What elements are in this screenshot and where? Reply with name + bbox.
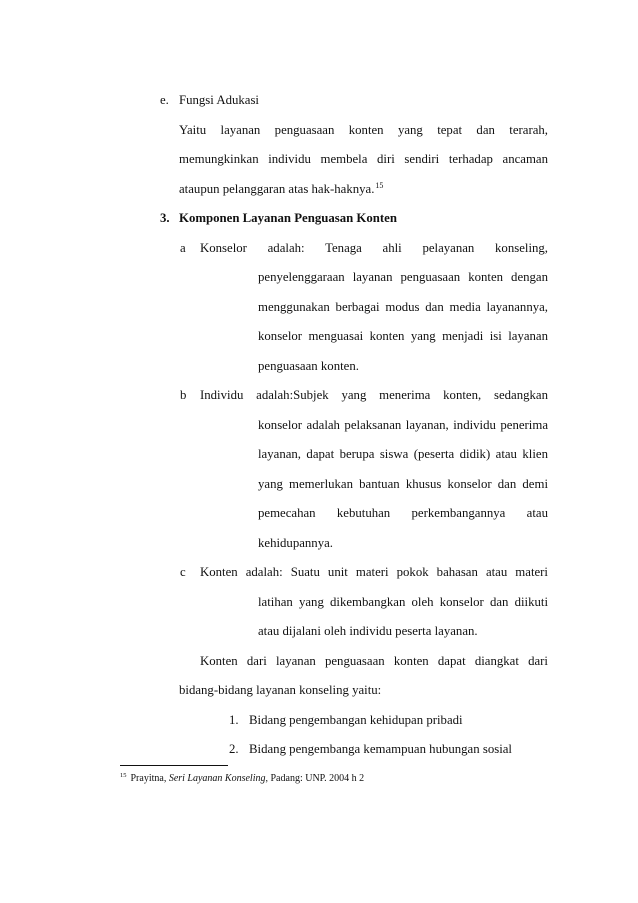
item-line: konselor adalah pelaksanan layanan, individu penerima (258, 417, 548, 432)
footnote-separator (120, 765, 228, 766)
footnote-title: Seri Layanan Konseling (168, 773, 266, 784)
footnote-number: 15 (120, 772, 127, 779)
item-line: penyelenggaraan layanan penguasaan konten dengan (258, 270, 548, 284)
page-body (0, 91, 638, 770)
item-line: Individu adalah:Subjek yang menerima konten, sedangkan (200, 388, 548, 402)
item-line: latihan yang dikembangkan oleh konselor dan diikuti (258, 594, 548, 609)
footnote-details: , Padang: UNP. 2004 h 2 (265, 773, 365, 784)
text-row (0, 622, 638, 652)
text-row (0, 475, 638, 505)
text-row (0, 180, 638, 210)
text-row (0, 681, 638, 711)
section-marker: 3. (160, 211, 170, 225)
list-item (0, 386, 638, 416)
text-row (0, 357, 638, 387)
item-line: penguasaan konten. (258, 358, 359, 373)
section-title: Komponen Layanan Penguasan Konten (179, 211, 397, 225)
item-marker: a (180, 240, 186, 255)
item-line: atau dijalani oleh individu peserta layanan. (258, 624, 478, 638)
text-row (0, 150, 638, 180)
item-line: Konten adalah: Suatu unit materi pokok bahasan atau materi (200, 565, 548, 579)
numbered-list-item (0, 711, 638, 741)
text-row (0, 327, 638, 357)
text-row (0, 445, 638, 475)
footnote-reference: 15 (375, 180, 384, 190)
text-row (0, 652, 638, 682)
section-marker: e. (160, 93, 169, 107)
item-line: menggunakan berbagai modus dan media layanannya, (258, 299, 548, 314)
footnote-author: Prayitna, (130, 773, 167, 784)
section-title: Fungsi Adukasi (179, 93, 259, 107)
list-text: Bidang pengembangan kehidupan pribadi (249, 712, 463, 727)
list-item (0, 563, 638, 593)
paragraph-line: memungkinkan individu membela diri sendiri terhadap ancaman (179, 152, 548, 166)
section-heading-row (0, 209, 638, 239)
text-row (0, 534, 638, 564)
item-line: konselor menguasai konten yang menjadi isi layanan (258, 329, 548, 343)
item-line: Konselor adalah: Tenaga ahli pelayanan konseling, (200, 240, 548, 255)
item-line: layanan, dapat berupa siswa (peserta didik) atau klien (258, 447, 548, 461)
paragraph-line (179, 180, 548, 198)
footnote (120, 773, 364, 785)
item-marker: c (180, 565, 186, 579)
line-text: ataupun pelanggaran atas hak-haknya. (179, 181, 375, 196)
text-row (0, 504, 638, 534)
paragraph-line: bidang-bidang layanan konseling yaitu: (179, 683, 382, 697)
text-row (0, 593, 638, 623)
list-item (0, 239, 638, 269)
numbered-list-item (0, 740, 638, 770)
list-text: Bidang pengembanga kemampuan hubungan sosial (249, 742, 512, 756)
text-row (0, 268, 638, 298)
list-number: 1. (229, 712, 239, 727)
item-marker: b (180, 388, 187, 402)
text-row (0, 298, 638, 328)
paragraph-line: Yaitu layanan penguasaan konten yang tepat dan terarah, (179, 122, 548, 137)
item-line: pemecahan kebutuhan perkembangannya atau (258, 506, 548, 520)
item-line: yang memerlukan bantuan khusus konselor dan demi (258, 476, 548, 491)
section-heading-row (0, 91, 638, 121)
list-number: 2. (229, 742, 239, 756)
paragraph-line: Konten dari layanan penguasaan konten dapat diangkat dari (200, 653, 548, 668)
text-row (0, 416, 638, 446)
item-line: kehidupannya. (258, 535, 333, 550)
text-row (0, 121, 638, 151)
